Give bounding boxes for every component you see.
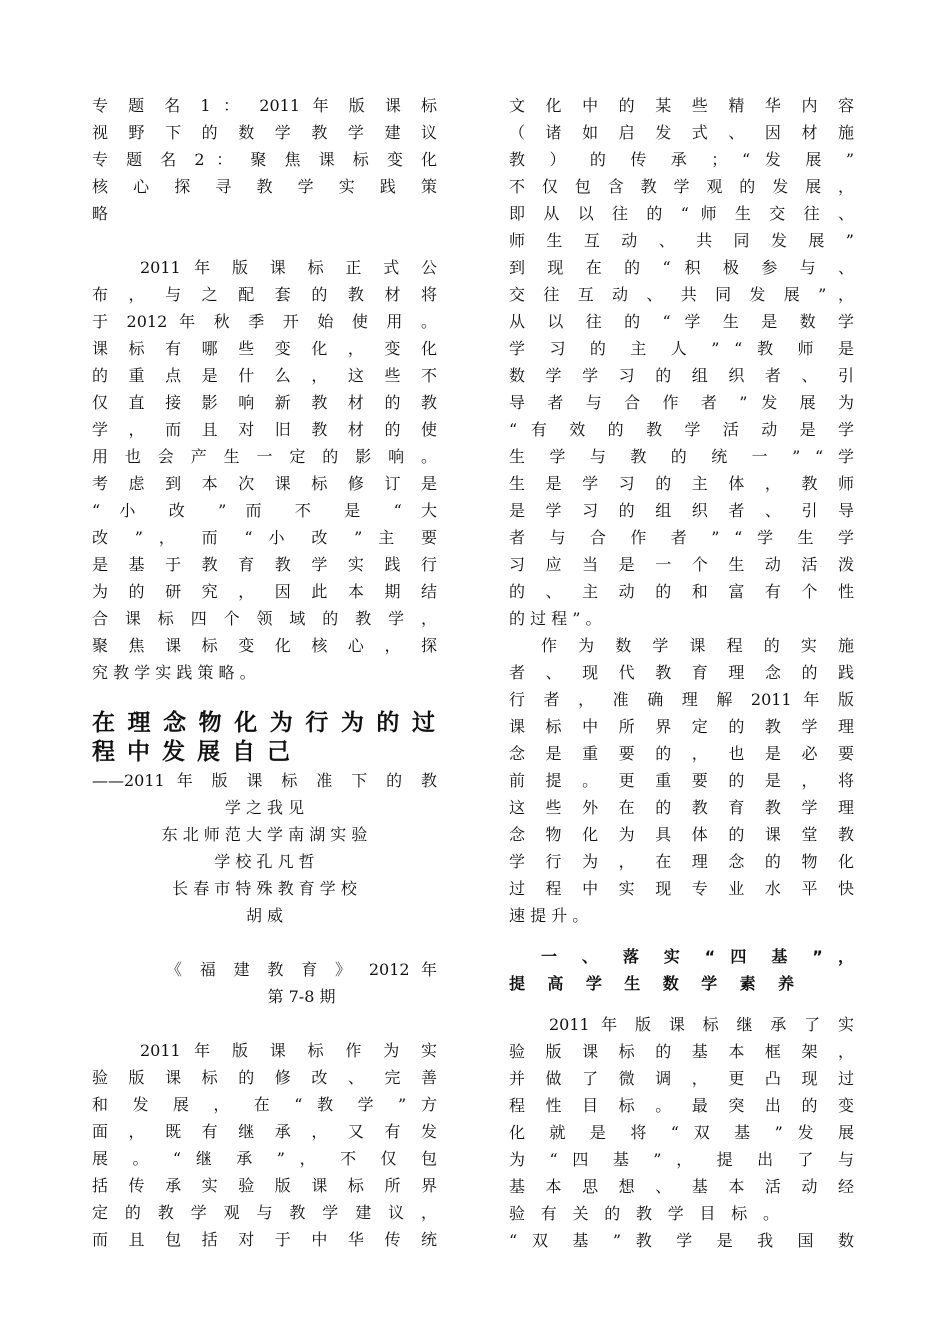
- intro-line: 用 也 会 产 生 一 定 的 影 响 。: [92, 447, 437, 466]
- intro-line: 是 基 于 教 育 教 学 实 践 行: [92, 555, 437, 574]
- body-line: “ 双 基 ” 教 学 是 我 国 数: [509, 1231, 854, 1250]
- body-line: 验 版 课 标 的 修 改 、 完 善: [92, 1068, 437, 1087]
- intro-line: 考 虑 到 本 次 课 标 修 订 是: [92, 474, 437, 493]
- topic-list: [92, 92, 437, 227]
- body-line: 习 应 当 是 一 个 生 动 活 泼: [509, 555, 854, 574]
- intro-line: 改 ” ， 而 “ 小 改 ” 主 要: [92, 528, 437, 547]
- body-line: 行 者 ， 准 确 理 解 2011 年 版: [509, 690, 854, 709]
- body-line: 定 的 教 学 观 与 教 学 建 议 ，: [92, 1203, 437, 1222]
- title-line: 程 中 发 展 自 己: [92, 739, 293, 765]
- author-line: 学 校 孔 凡 哲: [214, 852, 315, 871]
- intro-line: 的 重 点 是 什 么 ， 这 些 不: [92, 366, 437, 385]
- body-line: 念 物 化 为 具 体 的 课 堂 教: [509, 825, 854, 844]
- author-line: 胡 威: [245, 906, 284, 925]
- body-line: 是 学 习 的 组 织 者 、 引 导: [509, 501, 854, 520]
- body-line: 师 生 互 动 、 共 同 发 展 ”: [509, 231, 854, 250]
- body-paragraph: [92, 1037, 437, 1253]
- heading-line: 一 、 落 实 “ 四 基 ” ，: [541, 947, 854, 966]
- body-line: 即 从 以 往 的 “ 师 生 交 往 、: [509, 204, 854, 223]
- body-line: 基 本 思 想 、 基 本 活 动 经: [509, 1177, 854, 1196]
- intro-line: 合 课 标 四 个 领 域 的 教 学 ，: [92, 609, 437, 628]
- intro-line: 课 标 有 哪 些 变 化 ， 变 化: [92, 339, 437, 358]
- source-line: 《 福 建 教 育 》 2012 年: [166, 960, 437, 979]
- intro-line: 2011 年 版 课 标 正 式 公: [140, 258, 437, 277]
- body-line: 括 传 承 实 验 版 课 标 所 界: [92, 1176, 437, 1195]
- body-line: 念 是 重 要 的 ， 也 是 必 要: [509, 744, 854, 763]
- body-line: 到 现 在 的 “ 积 极 参 与 、: [509, 258, 854, 277]
- body-line: 2011 年 版 课 标 继 承 了 实: [549, 1015, 854, 1034]
- author-list: [92, 821, 437, 929]
- body-line: 速 提 升 。: [509, 906, 589, 925]
- body-line: 数 学 学 习 的 组 织 者 、 引: [509, 366, 854, 385]
- body-line: 生 是 学 习 的 主 体 ， 教 师: [509, 474, 854, 493]
- paragraph-2: [509, 632, 854, 929]
- intro-line: 为 的 研 究 ， 因 此 本 期 结: [92, 582, 437, 601]
- paragraph-1: [509, 92, 854, 632]
- title-line: 在 理 念 物 化 为 行 为 的 过: [92, 710, 437, 736]
- intro-line: 仅 直 接 影 响 新 教 材 的 教: [92, 393, 437, 412]
- body-line: 这 些 外 在 的 教 育 教 学 理: [509, 798, 854, 817]
- heading-line: 提 高 学 生 数 学 素 养: [509, 974, 794, 993]
- body-line: 面 ， 既 有 继 承 ， 又 有 发: [92, 1122, 437, 1141]
- body-line: 和 发 展 ， 在 “ 教 学 ” 方: [92, 1095, 437, 1114]
- body-line: 并 做 了 微 调 ， 更 凸 现 过: [509, 1069, 854, 1088]
- author-line: 东 北 师 范 大 学 南 湖 实 验: [161, 825, 368, 844]
- body-line: 学 习 的 主 人 ” “ 教 师 是: [509, 339, 854, 358]
- body-line: 验 版 课 标 的 基 本 框 架 ，: [509, 1042, 854, 1061]
- body-line: 化 就 是 将 “ 双 基 ” 发 展: [509, 1123, 854, 1142]
- body-line: 生 学 与 教 的 统 一 ” “ 学: [509, 447, 854, 466]
- source-line: 第 7-8 期: [267, 987, 336, 1006]
- body-line: （ 诸 如 启 发 式 、 因 材 施: [509, 123, 854, 142]
- body-line: 为 “ 四 基 ” ， 提 出 了 与: [509, 1150, 854, 1169]
- intro-line: “ 小 改 ” 而 不 是 “ 大: [92, 501, 437, 520]
- body-line: 教 ） 的 传 承 ； “ 发 展 ”: [509, 150, 854, 169]
- topic-line: 视 野 下 的 数 学 教 学 建 议: [92, 123, 437, 142]
- left-column: [92, 92, 437, 1253]
- body-line: 不 仅 包 含 教 学 观 的 发 展 ，: [509, 177, 854, 196]
- body-line: 者 、 现 代 教 育 理 念 的 践: [509, 663, 854, 682]
- body-line: 文 化 中 的 某 些 精 华 内 容: [509, 96, 854, 115]
- body-line: 从 以 往 的 “ 学 生 是 数 学: [509, 312, 854, 331]
- body-line: 导 者 与 合 作 者 ” 发 展 为: [509, 393, 854, 412]
- source-citation: [92, 956, 437, 1010]
- article-subtitle: [92, 767, 437, 821]
- body-line: 展 。 “ 继 承 ” ， 不 仅 包: [92, 1149, 437, 1168]
- body-line: 者 与 合 作 者 ” “ 学 生 学: [509, 528, 854, 547]
- body-line: 的 、 主 动 的 和 富 有 个 性: [509, 582, 854, 601]
- body-line: 2011 年 版 课 标 作 为 实: [140, 1041, 437, 1060]
- body-line: 前 提 。 更 重 要 的 是 ， 将: [509, 771, 854, 790]
- body-line: 课 标 中 所 界 定 的 教 学 理: [509, 717, 854, 736]
- intro-line: 聚 焦 课 标 变 化 核 心 ， 探: [92, 636, 437, 655]
- section-heading: [509, 943, 854, 997]
- body-line: 而 且 包 括 对 于 中 华 传 统: [92, 1230, 437, 1249]
- paragraph-3: [509, 1011, 854, 1254]
- author-line: 长 春 市 特 殊 教 育 学 校: [172, 879, 357, 898]
- body-line: 验 有 关 的 教 学 目 标 。: [509, 1204, 779, 1223]
- body-line: 交 往 互 动 、 共 同 发 展 ” ，: [509, 285, 854, 304]
- topic-line: 核 心 探 寻 教 学 实 践 策: [92, 177, 437, 196]
- intro-line: 布 ， 与 之 配 套 的 教 材 将: [92, 285, 437, 304]
- subtitle-line: 学 之 我 见: [224, 798, 305, 817]
- topic-line: 略: [92, 204, 109, 223]
- body-line: 学 行 为 ， 在 理 念 的 物 化: [509, 852, 854, 871]
- intro-paragraph: [92, 254, 437, 686]
- body-line: 程 性 目 标 。 最 突 出 的 变: [509, 1096, 854, 1115]
- body-line: 的 过 程 ” 。: [509, 609, 602, 628]
- intro-line: 究 教 学 实 践 策 略 。: [92, 663, 256, 682]
- body-line: “ 有 效 的 教 学 活 动 是 学: [509, 420, 854, 439]
- body-line: 作 为 数 学 课 程 的 实 施: [541, 636, 854, 655]
- article-title: [92, 709, 437, 767]
- intro-line: 学 ， 而 且 对 旧 教 材 的 使: [92, 420, 437, 439]
- right-column: [509, 92, 854, 1254]
- subtitle-line: ——2011 年 版 课 标 准 下 的 教: [92, 771, 437, 790]
- intro-line: 于 2012 年 秋 季 开 始 使 用 。: [92, 312, 437, 331]
- topic-line: 专 题 名 1 ： 2011 年 版 课 标: [92, 96, 437, 115]
- body-line: 过 程 中 实 现 专 业 水 平 快: [509, 879, 854, 898]
- topic-line: 专 题 名 2 ： 聚 焦 课 标 变 化: [92, 150, 437, 169]
